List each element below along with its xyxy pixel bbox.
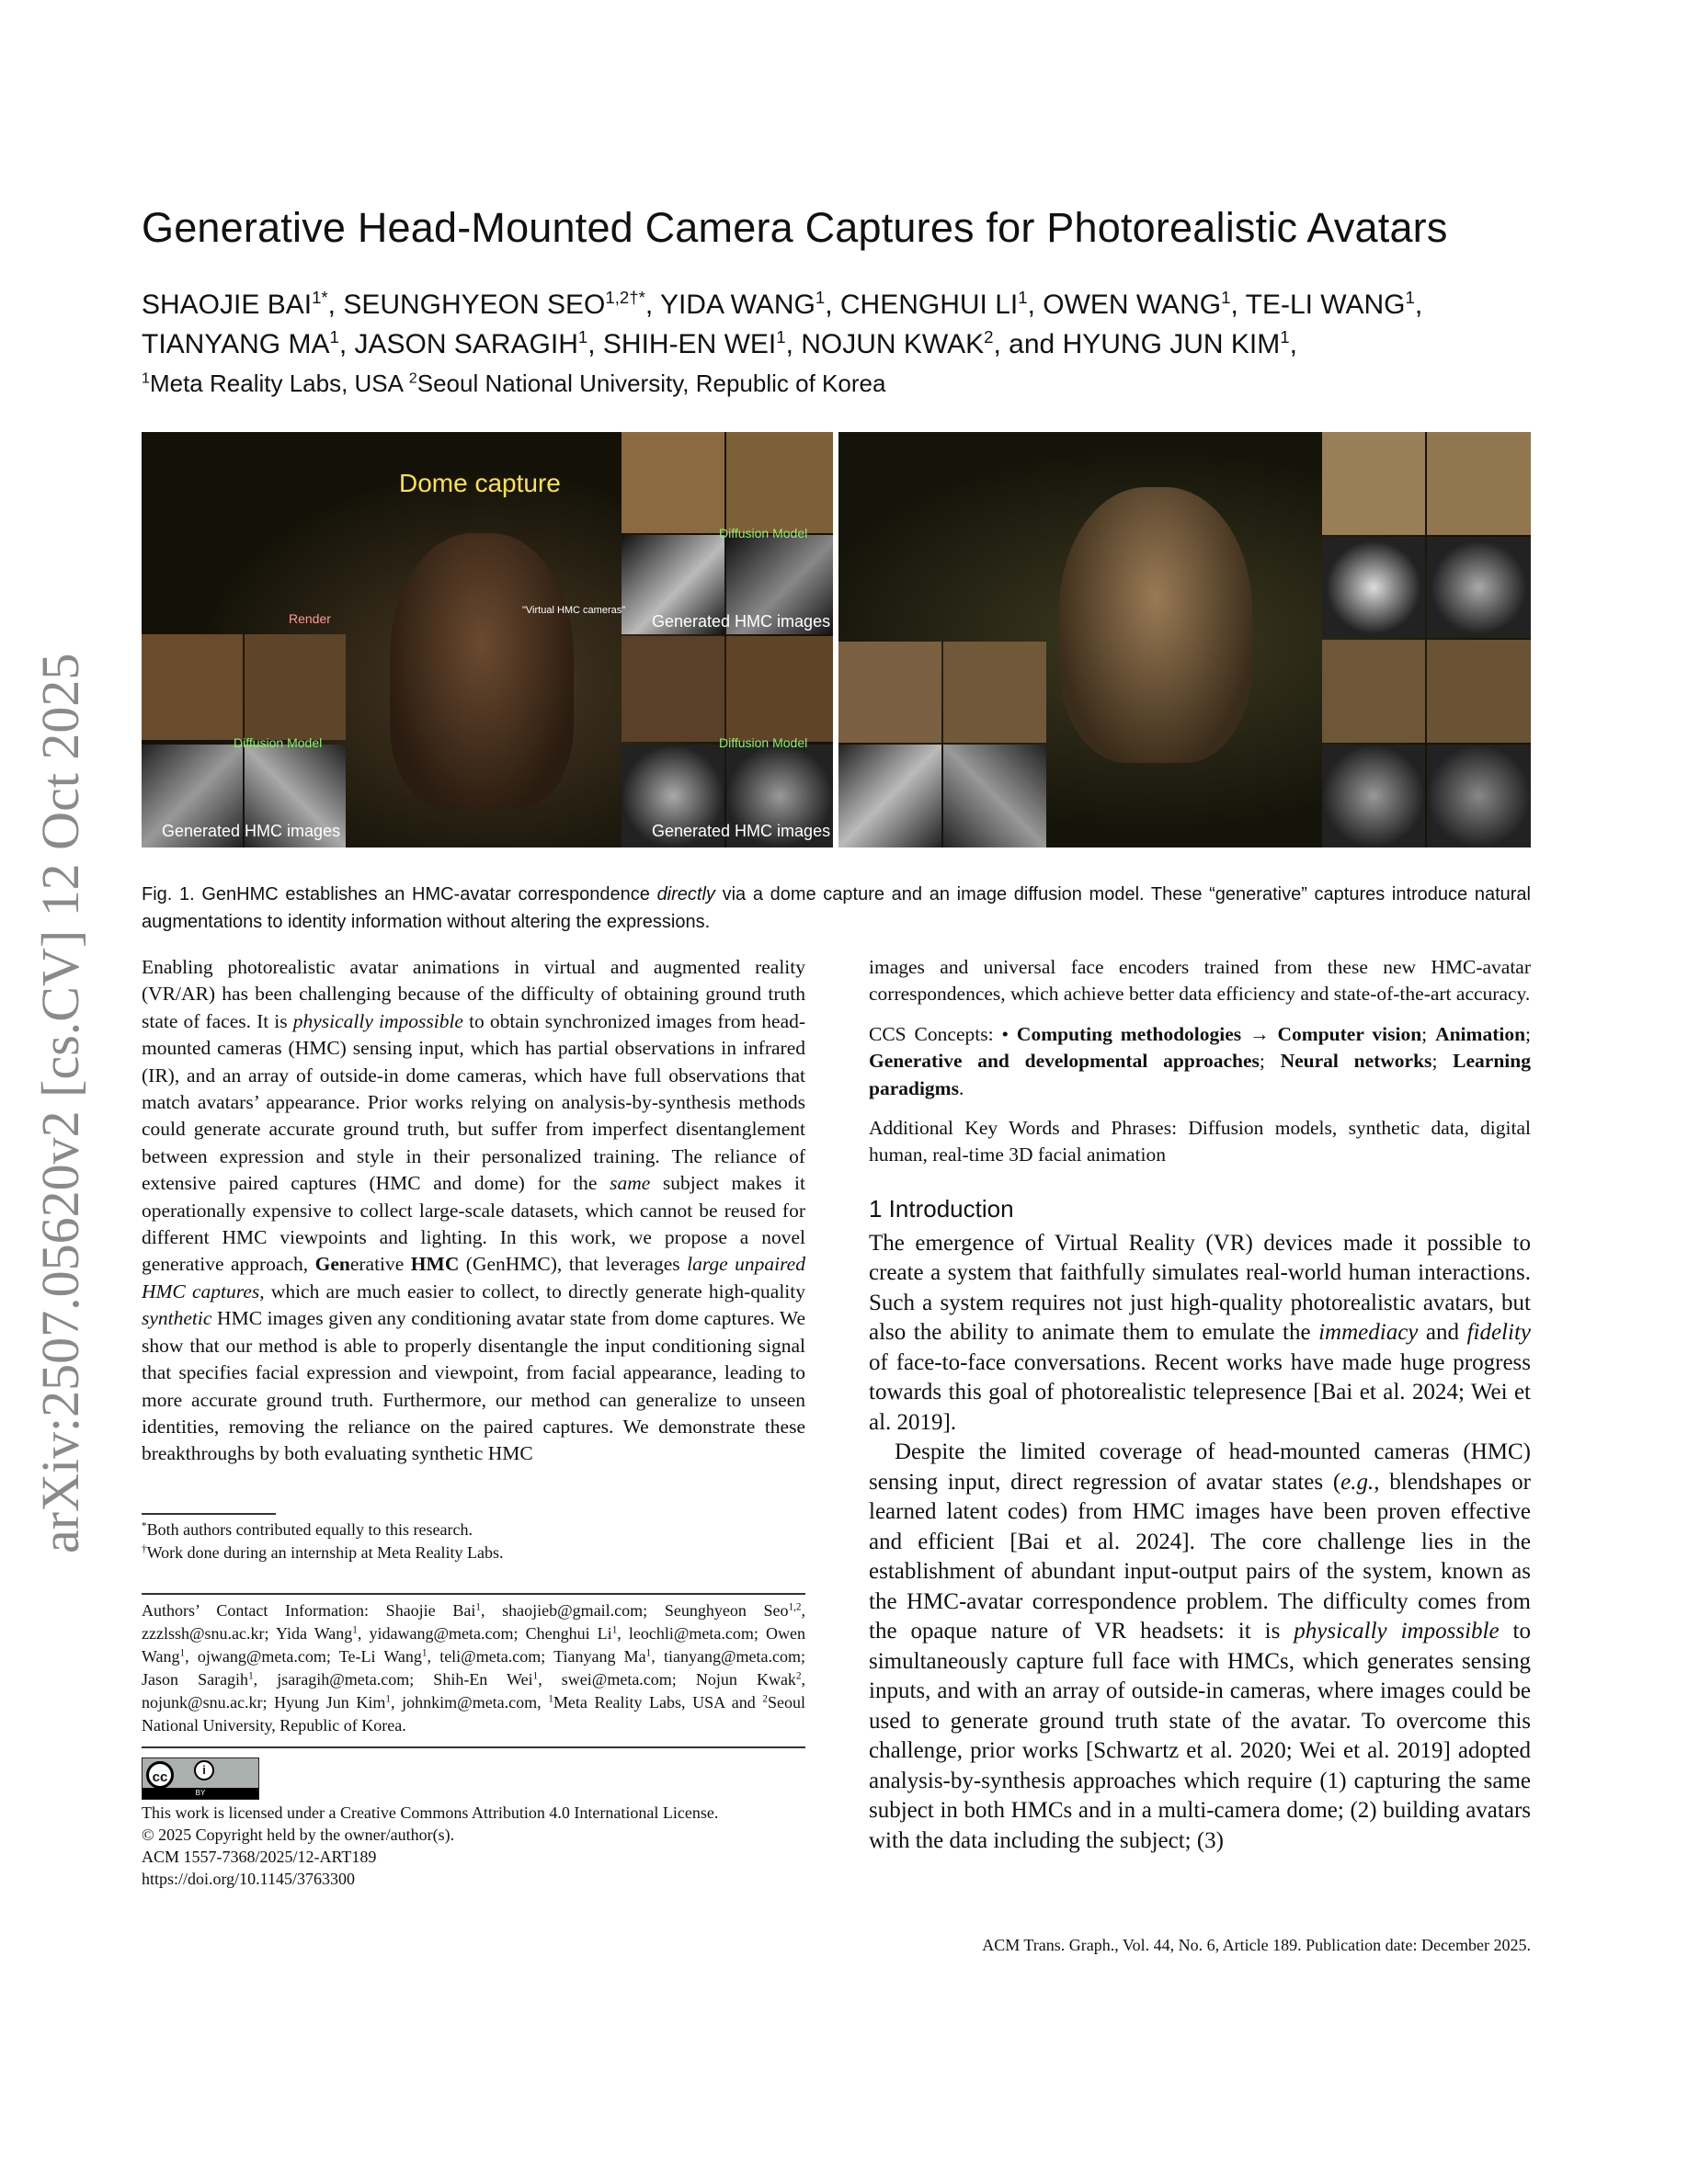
crop-tile — [726, 636, 833, 742]
face-image — [390, 533, 574, 809]
author-affiliation-mark: 2 — [984, 326, 994, 347]
text-segment: synthetic — [142, 1307, 212, 1330]
contact-information — [142, 1599, 805, 1737]
text-segment: , nojunk@snu.ac.kr; Hyung Jun Kim — [142, 1670, 806, 1712]
text-segment: to simultaneously capture full face with HMCs, which generates sensing inputs, and with an array of outside-in cameras, where images could be used to generate ground truth state of the avatar. To overcome this challenge, prior works [Schwartz et al. 2020; Wei et al. 2019] adopted analysis-by-synthesis approaches which require (1) capturing the same subject in both HMCs and in a multi-camera dome; (2) building avatars with the data including the subject; (3) — [869, 1619, 1531, 1853]
author-affiliation-mark: 1 — [329, 326, 339, 347]
text-segment: 1 — [385, 1693, 391, 1705]
text-segment: 1 — [532, 1670, 539, 1682]
text-segment: 1 — [611, 1624, 618, 1636]
hmc-tile — [838, 745, 941, 847]
text-segment: and — [1418, 1320, 1467, 1346]
text-segment: physically impossible — [1294, 1619, 1500, 1644]
text-segment: Gen — [314, 1253, 350, 1276]
text-segment: , shaojieb@gmail.com; Seunghyeon Seo — [480, 1601, 789, 1620]
separator: , — [825, 290, 840, 320]
text-segment: immediacy — [1318, 1320, 1419, 1346]
text-segment: Meta Reality Labs, USA and — [553, 1693, 763, 1712]
footnote-rule — [142, 1513, 276, 1515]
render-label: Render — [289, 611, 331, 626]
text-segment: , zzzlssh@snu.ac.kr; Yida Wang — [142, 1601, 805, 1643]
text-segment: 1 — [179, 1647, 186, 1659]
author-name: TIANYANG MA — [142, 329, 330, 359]
author-name: SHIH-EN WEI — [602, 329, 777, 359]
text-segment: Authors’ Contact Information: Shaojie Bai — [142, 1601, 476, 1620]
attribution-icon: i — [194, 1760, 214, 1780]
separator: , — [1414, 290, 1423, 320]
separator: , — [1289, 329, 1297, 359]
intro-paragraph — [869, 1438, 1531, 1856]
author-affiliation-mark: 1 — [815, 287, 826, 307]
crop-tile — [245, 634, 346, 740]
text-segment: , jsaragih@meta.com; Shih-En Wei — [253, 1670, 533, 1689]
dome-capture-label: Dome capture — [399, 469, 561, 497]
hmc-tile — [1427, 745, 1531, 847]
separator: , — [644, 290, 660, 320]
text-segment: fidelity — [1466, 1320, 1531, 1346]
text-segment: CCS Concepts: • — [869, 1022, 1017, 1045]
author-name: SHAOJIE BAI — [142, 290, 313, 320]
acm-id: ACM 1557-7368/2025/12-ART189 — [142, 1848, 377, 1866]
author-affiliation-mark: 1 — [1221, 287, 1231, 307]
hmc-tile — [1322, 745, 1425, 847]
text-segment: ; — [1525, 1022, 1532, 1045]
affiliations — [142, 370, 885, 398]
figure-right-panel — [838, 432, 1531, 847]
author-affiliation-mark: 1,2†* — [605, 287, 645, 307]
text-segment: Learning paradigms — [869, 1050, 1531, 1099]
text-segment: e.g. — [1340, 1469, 1374, 1495]
text-segment: Animation — [1435, 1022, 1526, 1045]
text-segment: of face-to-face conversations. Recent works have made huge progress towards this goal of photorealistic telepresence [Bai et al. 2024; Wei et al. 2019]. — [869, 1349, 1531, 1435]
generated-hmc-label: Generated HMC images — [652, 822, 831, 840]
crop-tile — [838, 642, 941, 743]
text-segment: Generative and developmental approaches — [869, 1050, 1260, 1073]
text-segment: 1 — [645, 1647, 652, 1659]
text-segment: 1 — [548, 1693, 553, 1705]
text-segment: 1 — [352, 1624, 358, 1636]
author-name: TE-LI WANG — [1245, 290, 1406, 320]
crop-tile — [1427, 640, 1531, 743]
text-segment: → — [1241, 1022, 1278, 1045]
separator: , — [1230, 290, 1246, 320]
author-name: CHENGHUI LI — [839, 290, 1019, 320]
divider — [142, 1593, 805, 1595]
author-name: HYUNG JUN KIM — [1062, 329, 1281, 359]
author-affiliation-mark: 1 — [1280, 326, 1290, 347]
author-affiliation-mark: 1 — [1405, 287, 1415, 307]
abstract-continued: images and universal face encoders trained from these new HMC-avatar correspondences, which achieve better data efficiency and state-of-the-art accuracy. — [869, 956, 1531, 1006]
text-segment: Neural networks — [1280, 1050, 1432, 1073]
affiliation-name: Seoul National University, Republic of Korea — [416, 370, 886, 397]
cc-by-license-badge[interactable]: cc i BY — [142, 1757, 259, 1800]
crop-tile — [622, 636, 724, 742]
text-segment: , leochli@meta.com; Owen Wang — [142, 1624, 805, 1666]
text-segment: to obtain synchronized images from head-mounted cameras (HMC) sensing input, which has partial observations in infrared (IR), and an array of outside-in dome cameras, which have full observations that match avatars’ appearance. Prior works relying on analysis-by-synthesis methods could generate accurate ground truth, but suffer from imperfect disentanglement between expression and style in their personalized training. The reliance of extensive paired captures (HMC and dome) for the — [142, 1009, 806, 1195]
text-segment: 2 — [762, 1693, 768, 1705]
text-segment: Despite the limited coverage of head-mounted cameras (HMC) sensing input, direct regression of avatar states ( — [869, 1439, 1531, 1495]
text-segment: Computer vision — [1277, 1022, 1422, 1045]
diffusion-model-label: Diffusion Model — [234, 735, 323, 750]
footnote: †Work done during an internship at Meta Reality Labs. — [142, 1543, 504, 1562]
text-segment: 1 — [475, 1601, 481, 1613]
figure-caption — [142, 881, 1531, 936]
text-segment: same — [610, 1172, 651, 1195]
text-segment: physically impossible — [292, 1009, 463, 1032]
author-name: SEUNGHYEON SEO — [343, 290, 606, 320]
author-name: NOJUN KWAK — [801, 329, 985, 359]
text-segment: Seoul National University, Republic of Korea. — [142, 1693, 805, 1735]
separator: , — [785, 329, 802, 359]
arxiv-stamp: arXiv:2507.05620v2 [cs.CV] 12 Oct 2025 — [30, 653, 90, 1553]
text-segment: . — [958, 1076, 964, 1099]
separator: , — [1027, 290, 1044, 320]
intro-paragraph — [869, 1229, 1531, 1439]
separator: , — [587, 329, 603, 359]
text-segment: ; — [1259, 1050, 1281, 1073]
separator: , and — [993, 329, 1063, 359]
diffusion-model-label: Diffusion Model — [719, 735, 808, 750]
crop-tile — [1322, 640, 1425, 743]
text-segment: 2 — [795, 1670, 802, 1682]
text-segment: 1,2 — [788, 1601, 802, 1613]
affiliation-name: Meta Reality Labs, USA — [149, 370, 409, 397]
generated-hmc-label: Generated HMC images — [162, 822, 341, 840]
separator: , — [338, 329, 355, 359]
virtual-hmc-label: "Virtual HMC cameras" — [522, 605, 626, 616]
footnotes — [142, 1519, 805, 1564]
text-segment: subject makes it operationally expensive to collect large-scale datasets, which cannot be reused for different HMC viewpoints and lighting. In this work, we propose a novel generative approach, — [142, 1172, 805, 1276]
right-column — [869, 954, 1531, 1856]
text-segment: (GenHMC), that leverages — [459, 1253, 688, 1276]
crop-tile — [1322, 432, 1425, 535]
text-segment: directly — [656, 884, 715, 904]
section-heading-introduction: 1 Introduction — [869, 1194, 1014, 1223]
text-segment: large unpaired HMC captures — [142, 1253, 805, 1302]
divider — [142, 1746, 805, 1748]
keywords: Additional Key Words and Phrases: Diffusion models, synthetic data, digital human, real-time 3D facial animation — [869, 1117, 1531, 1166]
text-segment: , ojwang@meta.com; Te-Li Wang — [185, 1647, 422, 1666]
diffusion-model-label: Diffusion Model — [719, 526, 808, 540]
text-segment: , yidawang@meta.com; Chenghui Li — [357, 1624, 612, 1643]
text-segment: via a dome capture and an image diffusion model. These “generative” captures introduce natural augmentations to identity information without altering the expressions. — [142, 884, 1531, 932]
figure-left-panel — [142, 432, 833, 847]
face-image — [1059, 487, 1252, 763]
text-segment: , swei@meta.com; Nojun Kwak — [538, 1670, 796, 1689]
author-list — [142, 285, 1539, 364]
text-segment: The emergence of Virtual Reality (VR) devices made it possible to create a system that faithfully simulates real-world human interactions. Such a system requires not just high-quality photorealistic avatars, but also the ability to animate them to emulate the — [869, 1230, 1531, 1346]
separator: , — [327, 290, 344, 320]
author-affiliation-mark: 1 — [776, 326, 786, 347]
license-block — [142, 1802, 805, 1890]
abstract — [142, 954, 805, 1468]
footnote: *Both authors contributed equally to this research. — [142, 1520, 473, 1539]
hmc-tile — [943, 745, 1046, 847]
generated-hmc-label: Generated HMC images — [652, 612, 831, 631]
text-segment: , which are much easier to collect, to directly generate high-quality — [259, 1280, 805, 1302]
text-segment: erative — [349, 1253, 411, 1276]
author-affiliation-mark: 1 — [1018, 287, 1028, 307]
text-segment: 1 — [421, 1647, 428, 1659]
crop-tile — [726, 432, 833, 533]
text-segment: ; — [1431, 1050, 1454, 1073]
text-segment: Computing methodologies — [1016, 1022, 1242, 1045]
hmc-tile — [1322, 537, 1425, 638]
paper-title: Generative Head-Mounted Camera Captures for Photorealistic Avatars — [142, 204, 1448, 251]
author-name: JASON SARAGIH — [354, 329, 578, 359]
author-affiliation-mark: 1* — [312, 287, 328, 307]
crop-tile — [622, 432, 724, 533]
cc-icon: cc — [146, 1761, 174, 1789]
copyright: © 2025 Copyright held by the owner/author(s). — [142, 1826, 455, 1844]
crop-tile — [1427, 432, 1531, 535]
author-name: OWEN WANG — [1043, 290, 1222, 320]
text-segment: HMC images given any conditioning avatar state from dome captures. We show that our method is able to properly disentangle the input conditioning signal that specifies facial expression and viewpoint, from facial appearance, leading to more accurate ground truth. Furthermore, our method can generalize to unseen identities, removing the reliance on the paired captures. We demonstrate these breakthroughs by both evaluating synthetic HMC — [142, 1307, 805, 1465]
text-segment: , tianyang@meta.com; Jason Saragih — [142, 1647, 805, 1689]
hmc-tile — [1427, 537, 1531, 638]
figure-1 — [142, 432, 1531, 847]
text-segment: ; — [1421, 1022, 1436, 1045]
affiliation-mark: 1 — [142, 370, 150, 387]
text-segment: , johnkim@meta.com, — [391, 1693, 549, 1712]
text-segment: , blendshapes or learned latent codes) from HMC images have been proven effective and efficient [Bai et al. 2024]. The core challenge lies in the establishment of abundant input-output pairs of the system, known as the HMC-avatar correspondence problem. The difficulty comes from the opaque nature of VR headsets: it is — [869, 1469, 1531, 1644]
page-footer: ACM Trans. Graph., Vol. 44, No. 6, Article 189. Publication date: December 2025. — [982, 1936, 1531, 1954]
text-segment: HMC — [410, 1253, 460, 1276]
doi-link[interactable]: https://doi.org/10.1145/3763300 — [142, 1870, 356, 1888]
crop-tile — [943, 642, 1046, 743]
text-segment: Fig. 1. GenHMC establishes an HMC-avatar correspondence — [142, 884, 657, 904]
text-segment: Enabling photorealistic avatar animations in virtual and augmented reality (VR/AR) has been challenging because of the difficulty of obtaining ground truth state of faces. It is — [142, 956, 805, 1032]
text-segment: 1 — [248, 1670, 254, 1682]
author-name: YIDA WANG — [659, 290, 815, 320]
crop-tile — [142, 634, 243, 740]
affiliation-mark: 2 — [408, 370, 417, 387]
text-segment: , teli@meta.com; Tianyang Ma — [427, 1647, 646, 1666]
author-affiliation-mark: 1 — [577, 326, 588, 347]
ccs-concepts — [869, 1021, 1531, 1102]
license-text: This work is licensed under a Creative Commons Attribution 4.0 International License. — [142, 1803, 719, 1822]
